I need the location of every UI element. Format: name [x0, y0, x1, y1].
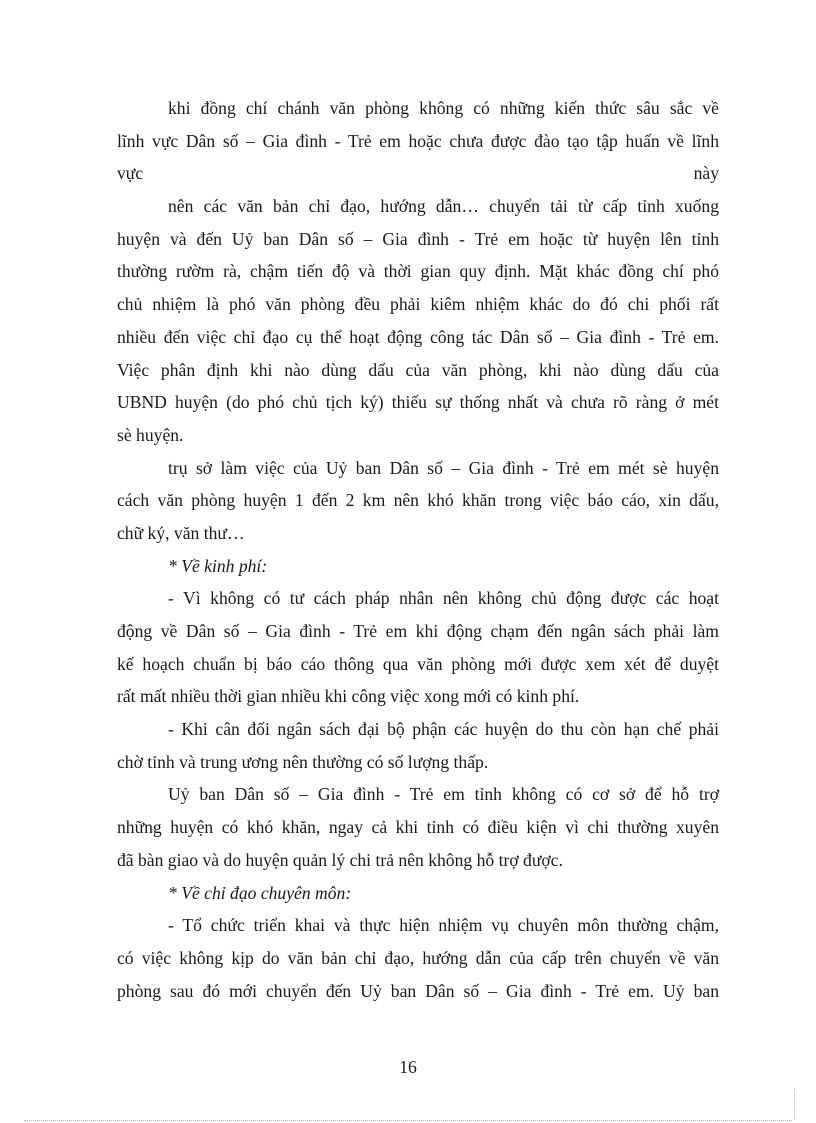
page-border-right	[794, 1088, 795, 1120]
text-line: - Vì không có tư cách pháp nhân nên không chủ động được các hoạt	[168, 588, 719, 609]
text-line: chữ ký, văn thư…	[117, 522, 245, 543]
text-fragment: vực	[117, 163, 144, 184]
text-line	[117, 157, 719, 190]
text-line: Việc phân định khi nào dùng dấu của văn phòng, khi nào dùng dấu của	[117, 359, 719, 380]
text-line: đã bàn giao và do huyện quản lý chi trả nên không hỗ trợ được.	[117, 849, 563, 870]
text-line: UBND huyện (do phó chủ tịch ký) thiếu sự thống nhất và chưa rõ ràng ở mét	[117, 392, 719, 413]
text-line: kế hoạch chuẩn bị báo cáo thông qua văn phòng mới được xem xét để duyệt	[117, 653, 719, 674]
text-line: có việc không kịp do văn bản chỉ đạo, hướng dẫn của cấp trên chuyển về văn	[117, 947, 719, 968]
text-line: những huyện có khó khăn, ngay cả khi tỉnh có điều kiện vì chi thường xuyên	[117, 817, 719, 838]
text-line: Uỷ ban Dân số – Gia đình - Trẻ em tỉnh không có cơ sở để hỗ trợ	[168, 784, 719, 805]
text-line: trụ sở làm việc của Uỷ ban Dân số – Gia đình - Trẻ em mét sè huyện	[168, 457, 719, 478]
text-line: phòng sau đó mới chuyển đến Uỷ ban Dân số – Gia đình - Trẻ em. Uỷ ban	[117, 980, 719, 1001]
text-line: - Tổ chức triển khai và thực hiện nhiệm vụ chuyên môn thường chậm,	[168, 915, 719, 936]
text-line: chủ nhiệm là phó văn phòng đều phải kiêm nhiệm khác do đó chi phối rất	[117, 294, 719, 315]
text-line: rất mất nhiều thời gian nhiều khi công việc xong mới có kinh phí.	[117, 686, 580, 707]
text-line: nhiều đến việc chỉ đạo cụ thể hoạt động công tác Dân số – Gia đình - Trẻ em.	[117, 326, 719, 347]
text-line: động về Dân số – Gia đình - Trẻ em khi động chạm đến ngân sách phải làm	[117, 621, 719, 641]
page-border-bottom	[24, 1120, 792, 1121]
text-line: thường rườm rà, chậm tiến độ và thời gian quy định. Mặt khác đồng chí phó	[117, 261, 719, 282]
section-heading: * Về chỉ đạo chuyên môn:	[168, 882, 352, 903]
text-line: khi đồng chí chánh văn phòng không có những kiến thức sâu sắc về	[168, 98, 719, 118]
text-line: sè huyện.	[117, 424, 184, 445]
text-line: - Khi cân đối ngân sách đại bộ phận các huyện do thu còn hạn chế phải	[168, 719, 719, 740]
text-line: huyện và đến Uỷ ban Dân số – Gia đình - Trẻ em hoặc từ huyện lên tỉnh	[117, 228, 719, 249]
text-line: nên các văn bản chỉ đạo, hướng dẫn… chuyển tải từ cấp tỉnh xuống	[168, 196, 719, 217]
text-line: lĩnh vực Dân số – Gia đình - Trẻ em hoặc chưa được đào tạo tập huấn về lĩnh	[117, 130, 719, 151]
page-number: 16	[399, 1057, 417, 1077]
section-heading: * Về kinh phí:	[168, 555, 268, 576]
body-text	[117, 92, 719, 1007]
text-fragment: này	[693, 163, 719, 184]
text-line: chờ tỉnh và trung ương nên thường có số lượng thấp.	[117, 751, 489, 772]
text-line: cách văn phòng huyện 1 đến 2 km nên khó khăn trong việc báo cáo, xin dấu,	[117, 490, 719, 511]
